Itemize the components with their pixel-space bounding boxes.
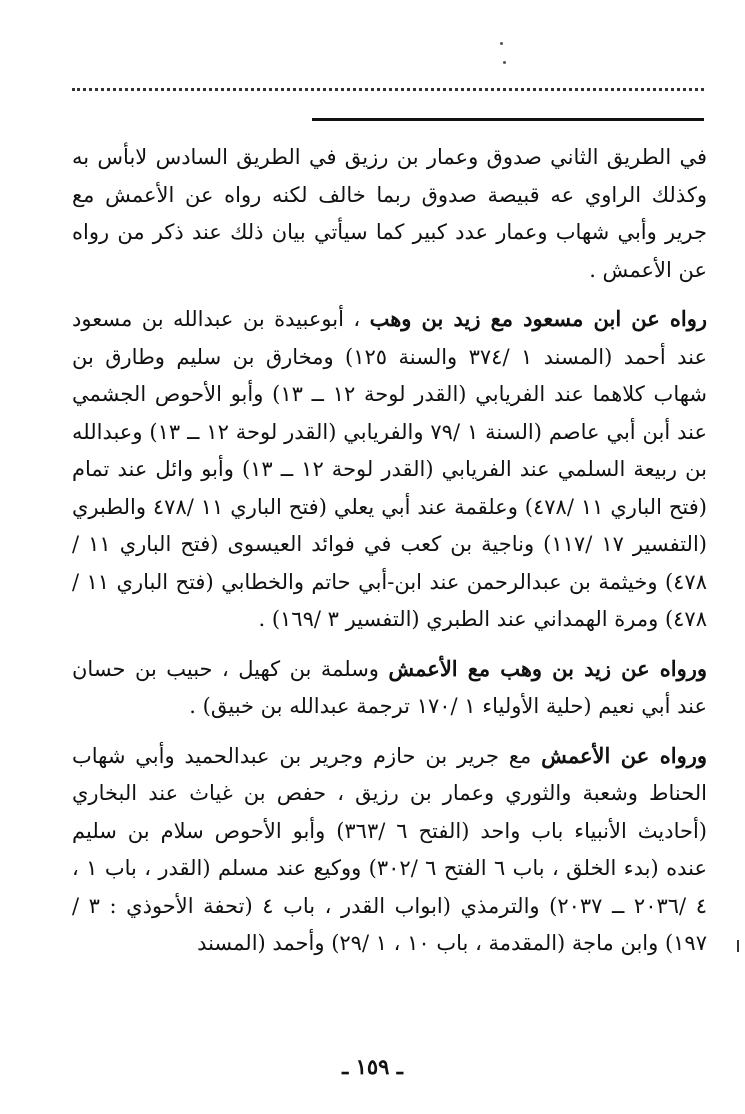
- paragraph-text: مع جرير بن حازم وجرير بن عبدالحميد وأبي شهاب الحناط وشعبة والثوري وعمار بن رزيق ، حفص بن غياث عند البخاري (أحاديث الأنبياء باب واحد (الفتح ٦ /٣٦٣) وأبو الأحوص سلام بن سليم عنده (بدء الخلق ، باب ٦ الفتح ٦ /٣٠٢) ووكيع عند مسلم (القدر ، باب ١ ، ٤ /٢٠٣٦ ــ ٢٠٣٧) والترمذي (ابواب القدر ، باب ٤ (تحفة الأحوذي : ٣ /١٩٧) وابن ماجة (المقدمة ، باب ١٠ ، ١ /٢٩) وأحمد (المسند: [72, 743, 707, 955]
- paragraph-lead: ورواه عن الأعمش: [541, 742, 707, 768]
- scan-speck: [500, 42, 503, 45]
- paragraph-1: [72, 138, 707, 289]
- paragraph-lead: ورواه عن زيد بن وهب مع الأعمش: [388, 655, 708, 681]
- paragraph-text: ، أبوعبيدة بن عبدالله بن مسعود عند أحمد (المسند ١ /٣٧٤ والسنة ١٢٥) ومخارق بن سليم وطارق بن شهاب كلاهما عند الفريابي (القدر لوحة ١٢ ــ ١٣) وأبو الأحوص الجشمي عند أبن أبي عاصم (السنة ١ /٧٩ والفريابي (القدر لوحة ١٢ ــ ١٣) وعبدالله بن ربيعة السلمي عند الفريابي (القدر لوحة ١٢ ــ ١٣) وأبو وائل عند تمام (فتح الباري ١١ /٤٧٨) وعلقمة عند أبي يعلي (فتح الباري ١١ /٤٧٨ والطبري (التفسير ١٧ /١١٧) وناجية بن كعب في فوائد العيسوى (فتح الباري ١١ /٤٧٨) وخيثمة بن عبدالرحمن عند ابن-أبي حاتم والخطابي (فتح الباري ١١ /٤٧٨) ومرة الهمداني عند الطبري (التفسير ٣ /١٦٩) .: [72, 307, 708, 631]
- paragraph-3: [72, 650, 707, 726]
- page-body: [72, 138, 707, 963]
- page-number: ـ ١٥٩ ـ: [342, 1054, 403, 1079]
- paragraph-2: [72, 300, 707, 639]
- paragraph-text: في الطريق الثاني صدوق وعمار بن رزيق في الطريق السادس لابأس به وكذلك الراوي عه قبيصة صدوق ربما خالف لكنه رواه عن الأعمش مع جرير وأبي شهاب وعمار عدد كبير كما سيأتي بيان ذلك عند ذكر من رواه عن الأعمش .: [72, 145, 707, 282]
- paragraph-text: وسلمة بن كهيل ، حبيب بن حسان عند أبي نعيم (حلية الأولياء ١ /١٧٠ ترجمة عبدالله بن خبيق) .: [72, 656, 707, 718]
- paragraph-lead: رواه عن ابن مسعود مع زيد بن وهب: [369, 306, 707, 331]
- header-dotted-rule: [72, 88, 704, 91]
- header-solid-rule: [312, 118, 704, 121]
- margin-mark: [737, 940, 739, 952]
- paragraph-4: [72, 737, 707, 963]
- scan-speck: [503, 61, 506, 64]
